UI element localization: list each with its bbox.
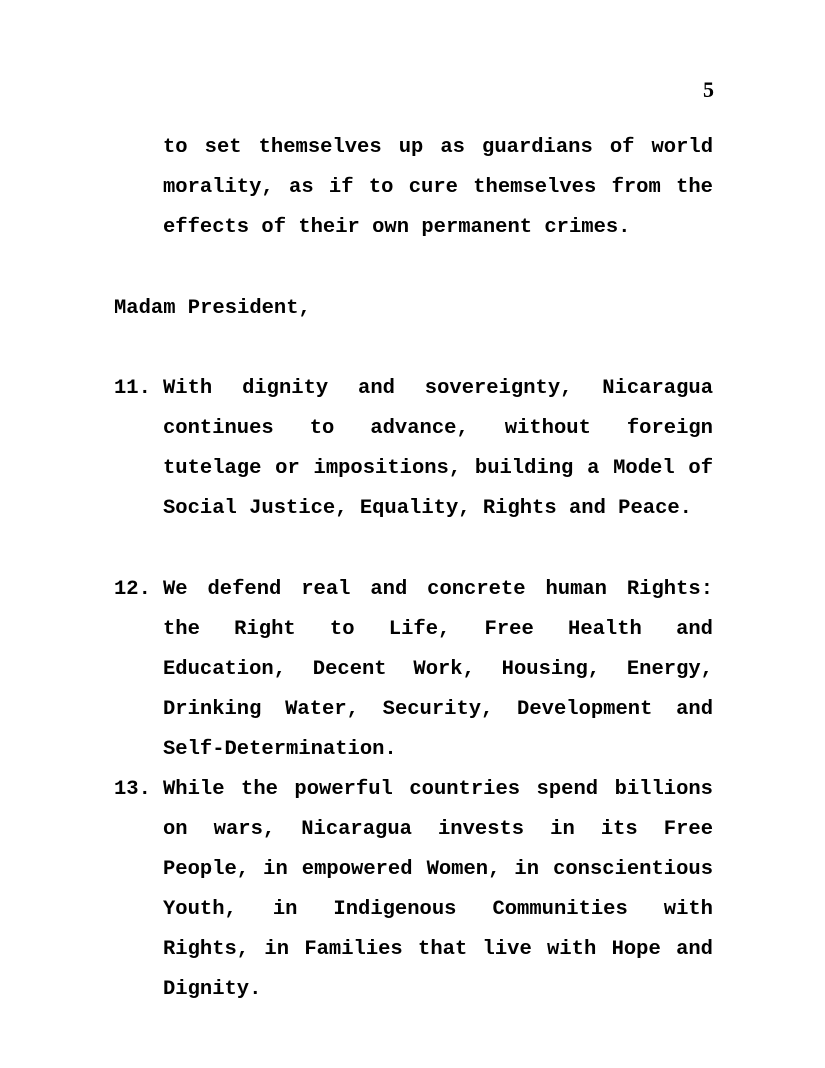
salutation: Madam President, — [114, 297, 311, 320]
paragraph-number: 12. — [114, 578, 151, 601]
page-number: 5 — [703, 77, 714, 102]
intro-paragraph: to set themselves up as guardians of world morality, as if to cure themselves from the effects of their own permanent crimes. — [163, 136, 713, 239]
paragraph-number: 11. — [114, 377, 151, 400]
paragraph-text: With dignity and sovereignty, Nicaragua continues to advance, without foreign tutelage or impositions, building a Model of Social Justice, Equality, Rights and Peace. — [163, 377, 713, 520]
paragraph-text: While the powerful countries spend billions on wars, Nicaragua invests in its Free People, in empowered Women, in conscientious Youth, in Indigenous Communities with Rights, in Families that live with Hope and Dignity. — [163, 778, 713, 1001]
paragraph-text: We defend real and concrete human Rights: the Right to Life, Free Health and Education, Decent Work, Housing, Energy, Drinking Water, Security, Development and Self-Determination. — [163, 578, 713, 761]
paragraph-number: 13. — [114, 778, 151, 801]
